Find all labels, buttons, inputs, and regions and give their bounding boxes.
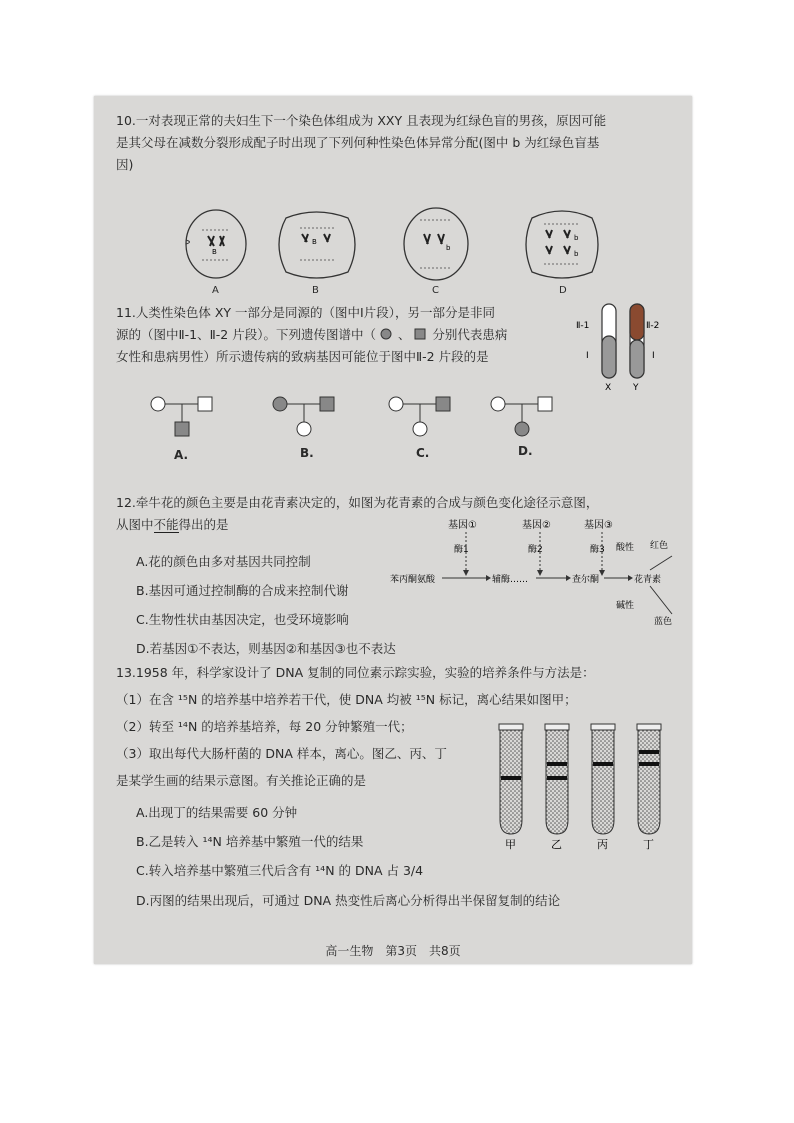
label-i-left: Ⅰ [586, 351, 589, 361]
blue-label: 蓝色 [654, 617, 673, 626]
q12-option-c[interactable]: C.生物性状由基因决定，也受环境影响 [136, 612, 349, 627]
q11-line-2-tail: 分别代表患病 [432, 327, 508, 342]
q11-option-c[interactable]: C. [416, 446, 430, 460]
label-ii-1: Ⅱ-1 [576, 321, 590, 331]
q10-option-a[interactable]: A [212, 285, 219, 296]
tube-jia [499, 724, 523, 834]
anthocyanin-pathway-diagram [390, 516, 690, 626]
substrate-2: 辅酶…… [492, 575, 529, 585]
q12-option-d[interactable]: D.若基因①不表达，则基因②和基因③也不表达 [136, 641, 396, 656]
q10-line-1: 10.一对表现正常的夫妇生下一个染色体组成为 XXY 且表现为红绿色盲的男孩，原因可能 [116, 113, 607, 128]
tube-label-bing: 丙 [597, 838, 608, 851]
pedigree-b [273, 397, 334, 436]
centrifuge-tubes-diagram [490, 722, 680, 852]
q13-step-2: （2）转至 ¹⁴N 的培养基培养，每 20 分钟繁殖一代； [116, 719, 413, 734]
cell-a-gene-b: B [212, 248, 217, 256]
label-i-right: Ⅰ [652, 351, 655, 361]
q11-option-b[interactable]: B. [300, 446, 314, 460]
tube-bing [591, 724, 615, 834]
acid-label: 酸性 [616, 543, 635, 553]
pedigree-d [491, 397, 552, 436]
q11-line-2: 源的（图中Ⅱ-1、Ⅱ-2 片段）。下列遗传图谱中（ [116, 327, 376, 342]
q13-option-d[interactable]: D.丙图的结果出现后，可通过 DNA 热变性后离心分析得出半保留复制的结论 [136, 893, 561, 908]
q13-option-b[interactable]: B.乙是转入 ¹⁴N 培养基中繁殖一代的结果 [136, 834, 364, 849]
cell-d-gene-b-top: b [574, 234, 579, 242]
enzyme-2-label: 酶2 [528, 545, 543, 555]
q10-option-c[interactable]: C [432, 285, 439, 296]
label-ii-2: Ⅱ-2 [646, 321, 660, 331]
q10-cell-diagrams [94, 196, 692, 296]
cell-d-gene-b-bottom: b [574, 250, 579, 258]
question-11 [116, 302, 586, 368]
base-label: 碱性 [616, 601, 635, 611]
cell-c-gene-b: b [446, 244, 451, 252]
q13-line-1: 13.1958 年，科学家设计了 DNA 复制的同位素示踪实验，实验的培养条件与方法是： [116, 665, 595, 680]
cell-d [526, 211, 598, 278]
pedigree-a [151, 397, 212, 436]
enzyme-1-label: 酶1 [454, 545, 469, 555]
tube-label-ding: 丁 [643, 838, 654, 851]
cell-b-gene-b: B [312, 238, 317, 246]
tube-yi [545, 724, 569, 834]
affected-male-icon [414, 328, 428, 340]
q13-option-a[interactable]: A.出现丁的结果需要 60 分钟 [136, 805, 298, 820]
q13-option-c[interactable]: C.转入培养基中繁殖三代后含有 ¹⁴N 的 DNA 占 3/4 [136, 863, 424, 878]
tube-label-yi: 乙 [551, 838, 562, 851]
exam-page [94, 96, 692, 964]
q11-line-1: 11.人类性染色体 XY 一部分是同源的（图中Ⅰ片段），另一部分是非同 [116, 305, 495, 320]
q11-option-a[interactable]: A. [174, 448, 189, 462]
q12-option-b[interactable]: B.基因可通过控制酶的合成来控制代谢 [136, 583, 349, 598]
q13-step-3: （3）取出每代大肠杆菌的 DNA 样本，离心。图乙、丙、丁 [116, 746, 447, 761]
cell-c [404, 208, 468, 280]
tube-ding [637, 724, 661, 834]
affected-female-icon [380, 328, 394, 340]
gene-3-label: 基因③ [584, 520, 613, 531]
pedigree-c [389, 397, 450, 436]
page-footer: 高一生物 第3页 共8页 [325, 944, 461, 958]
q10-option-d[interactable]: D [559, 285, 567, 296]
q12-line-2-post: 得出的是 [178, 517, 229, 532]
question-10 [116, 110, 676, 176]
q11-option-d[interactable]: D. [518, 444, 533, 458]
q12-emphasis: 不能 [153, 517, 179, 532]
q12-option-a[interactable]: A.花的颜色由多对基因共同控制 [136, 554, 311, 569]
q12-line-1: 12.牵牛花的颜色主要是由花青素决定的，如图为花青素的合成与颜色变化途径示意图， [116, 495, 599, 510]
q13-step-1: （1）在含 ¹⁵N 的培养基中培养若干代，使 DNA 均被 ¹⁵N 标记，离心结果如图甲； [116, 692, 577, 707]
q10-line-2: 是其父母在减数分裂形成配子时出现了下列何种性染色体异常分配(图中 b 为红绿色盲基 [116, 135, 600, 150]
q10-line-3: 因) [116, 157, 134, 172]
q11-pedigrees [94, 392, 692, 450]
substrate-3: 查尔酮 [572, 575, 600, 585]
red-label: 红色 [650, 541, 669, 551]
enzyme-3-label: 酶3 [590, 545, 605, 555]
q11-line-2-wrap: 源的（图中Ⅱ-1、Ⅱ-2 片段）。下列遗传图谱中（ 、 分别代表患病 [116, 327, 508, 342]
cell-a [186, 210, 246, 278]
q10-option-b[interactable]: B [312, 285, 319, 296]
q13-step-4: 是某学生画的结果示意图。有关推论正确的是 [116, 773, 367, 788]
q11-line-3: 女性和患病男性）所示遗传病的致病基因可能位于图中Ⅱ-2 片段的是 [116, 349, 489, 364]
label-x: X [605, 383, 612, 392]
substrate-4: 花青素 [634, 575, 662, 585]
xy-chromosome-diagram [572, 300, 682, 392]
q12-line-2-pre: 从图中 [116, 517, 154, 532]
label-y: Y [633, 383, 639, 392]
cell-b [279, 212, 355, 278]
substrate-1: 苯丙酮氨酸 [390, 575, 436, 585]
gene-2-label: 基因② [522, 520, 551, 531]
tube-label-jia: 甲 [505, 838, 516, 851]
gene-1-label: 基因① [448, 520, 477, 531]
